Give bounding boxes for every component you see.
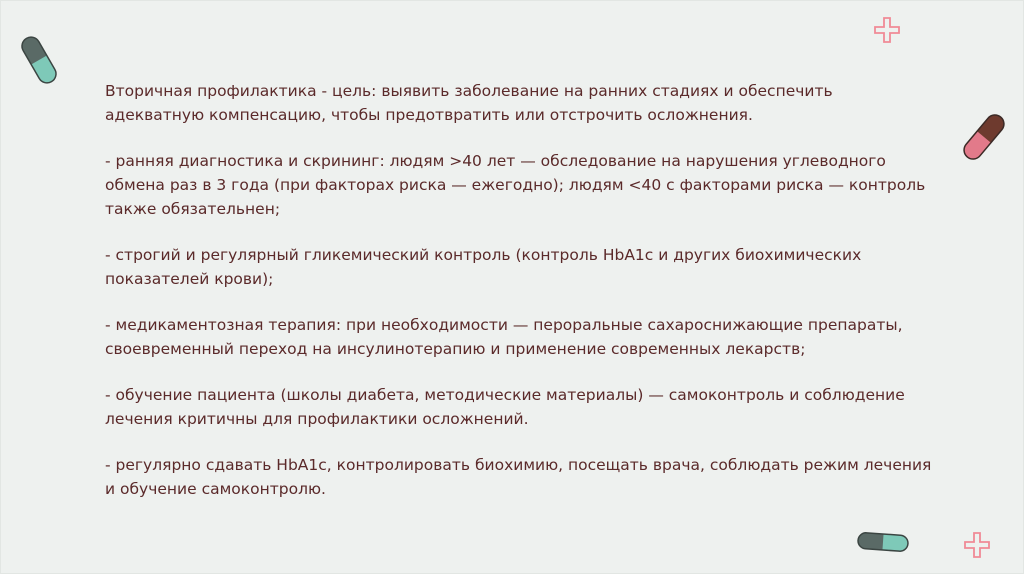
bullet-medication: - медикаментозная терапия: при необходимости — пероральные сахароснижающие препараты, своевременный переход на инсулинотерапию и применение современных лекарств; — [105, 316, 903, 358]
slide-body — [105, 79, 935, 501]
summary-paragraph: - регулярно сдавать HbA1c, контролировать биохимию, посещать врача, соблюдать режим лечения и обучение самоконтролю. — [105, 456, 932, 498]
capsule-icon — [19, 31, 59, 89]
capsule-icon — [855, 529, 911, 555]
plus-icon — [873, 16, 901, 44]
bullet-glycemic-control: - строгий и регулярный гликемический контроль (контроль HbA1c и других биохимических показателей крови); — [105, 246, 862, 288]
bullet-screening: - ранняя диагностика и скрининг: людям >40 лет — обследование на нарушения углеводного обмена раз в 3 года (при факторах риска — ежегодно); людям <40 с факторами риска — контроль также обязательнен; — [105, 152, 926, 218]
capsule-icon — [959, 109, 1009, 165]
intro-paragraph: Вторичная профилактика - цель: выявить заболевание на ранних стадиях и обеспечить адекватную компенсацию, чтобы предотвратить или отстрочить осложнения. — [105, 82, 833, 124]
plus-icon — [963, 531, 991, 559]
bullet-education: - обучение пациента (школы диабета, методические материалы) — самоконтроль и соблюдение лечения критичны для профилактики осложнений. — [105, 386, 905, 428]
